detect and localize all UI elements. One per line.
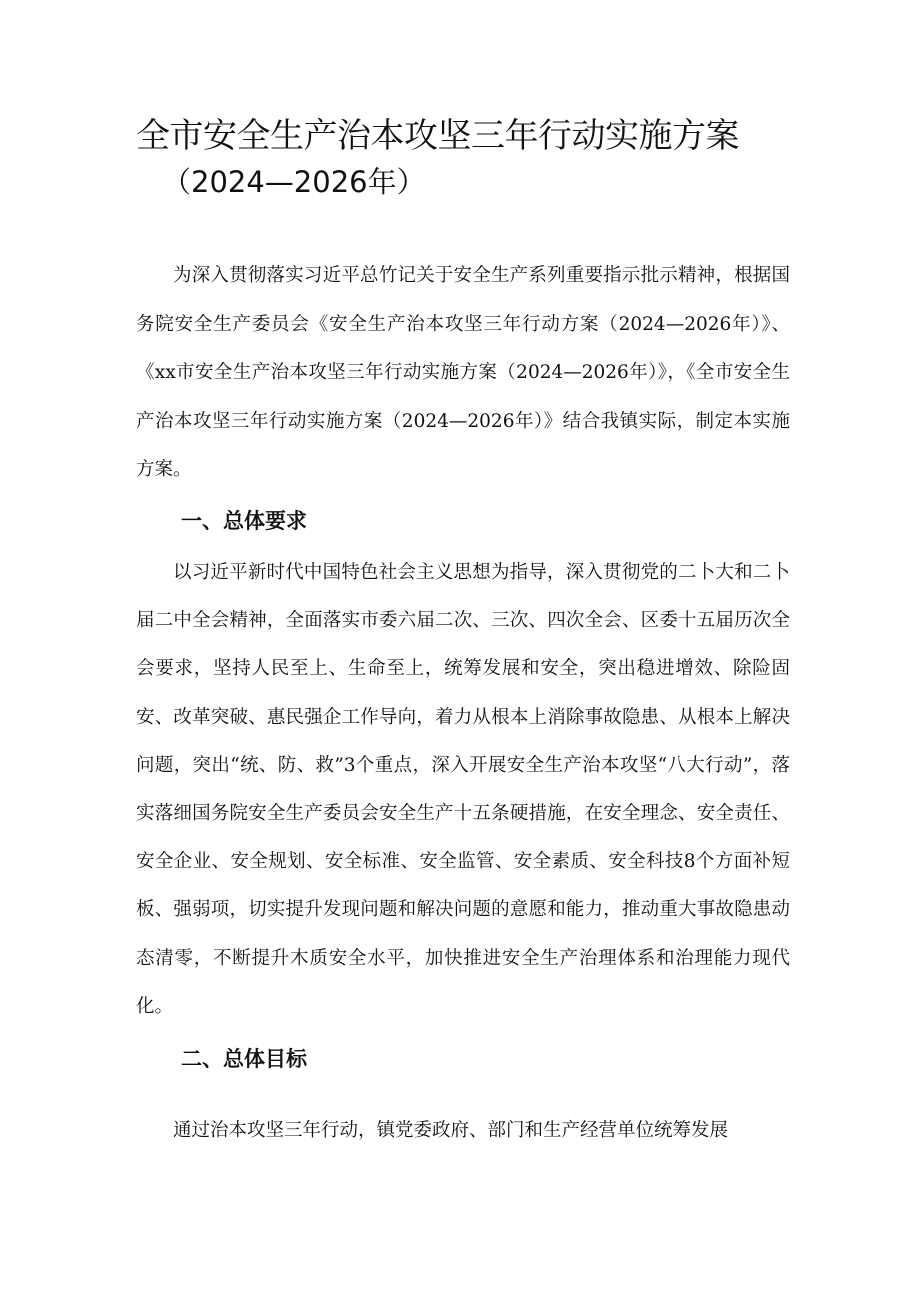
requirements-paragraph: 以习近平新时代中国特色社会主义思想为指导，深入贯彻党的二卜大和二卜届二中全会精神，全面落实市委六届二次、三次、四次全会、区委十五届历次全会要求，坚持人民至上、生命至上，统筹发展和安全，突出稳进增效、除险固安、改革突破、惠民强企工作导向，着力从根本上消除事故隐患、从根本上解决问题，突出“统、防、救”3个重点，深入开展安全生产治本攻坚“八大行动”，落实落细国务院安全生产委员会安全生产十五条硬措施，在安全理念、安全责任、安全企业、安全规划、安全标准、安全监管、安全素质、安全科技8个方面补短板、强弱项，切实提升发现问题和解决问题的意愿和能力，推动重大事故隐患动态清零，不断提升木质安全水平，加快推进安全生产治理体系和治理能力现代化。	[136, 562, 790, 1017]
document-subtitle: （2024—2026年）	[162, 165, 426, 199]
intro-paragraph: 为深入贯彻落实习近平总竹记关于安全生产系列重要指示批示精神，根据国务院安全生产委员会《安全生产治本攻坚三年行动方案（2024—2026年）》、《xx市安全生产治本攻坚三年行动实施方案（2024—2026年）》，《全市安全生产治本攻坚三年行动实施方案（2024—2026年）》结合我镇实际，制定本实施方案。	[136, 265, 790, 480]
section-heading-overall-goals: 二、总体目标	[181, 1047, 307, 1071]
goals-paragraph: 通过治本攻坚三年行动，镇党委政府、部门和生产经营单位统筹发展	[173, 1120, 729, 1141]
section-heading-overall-requirements: 一、总体要求	[181, 509, 307, 533]
document-title: 全市安全生产治本攻坚三年行动实施方案	[136, 116, 739, 156]
